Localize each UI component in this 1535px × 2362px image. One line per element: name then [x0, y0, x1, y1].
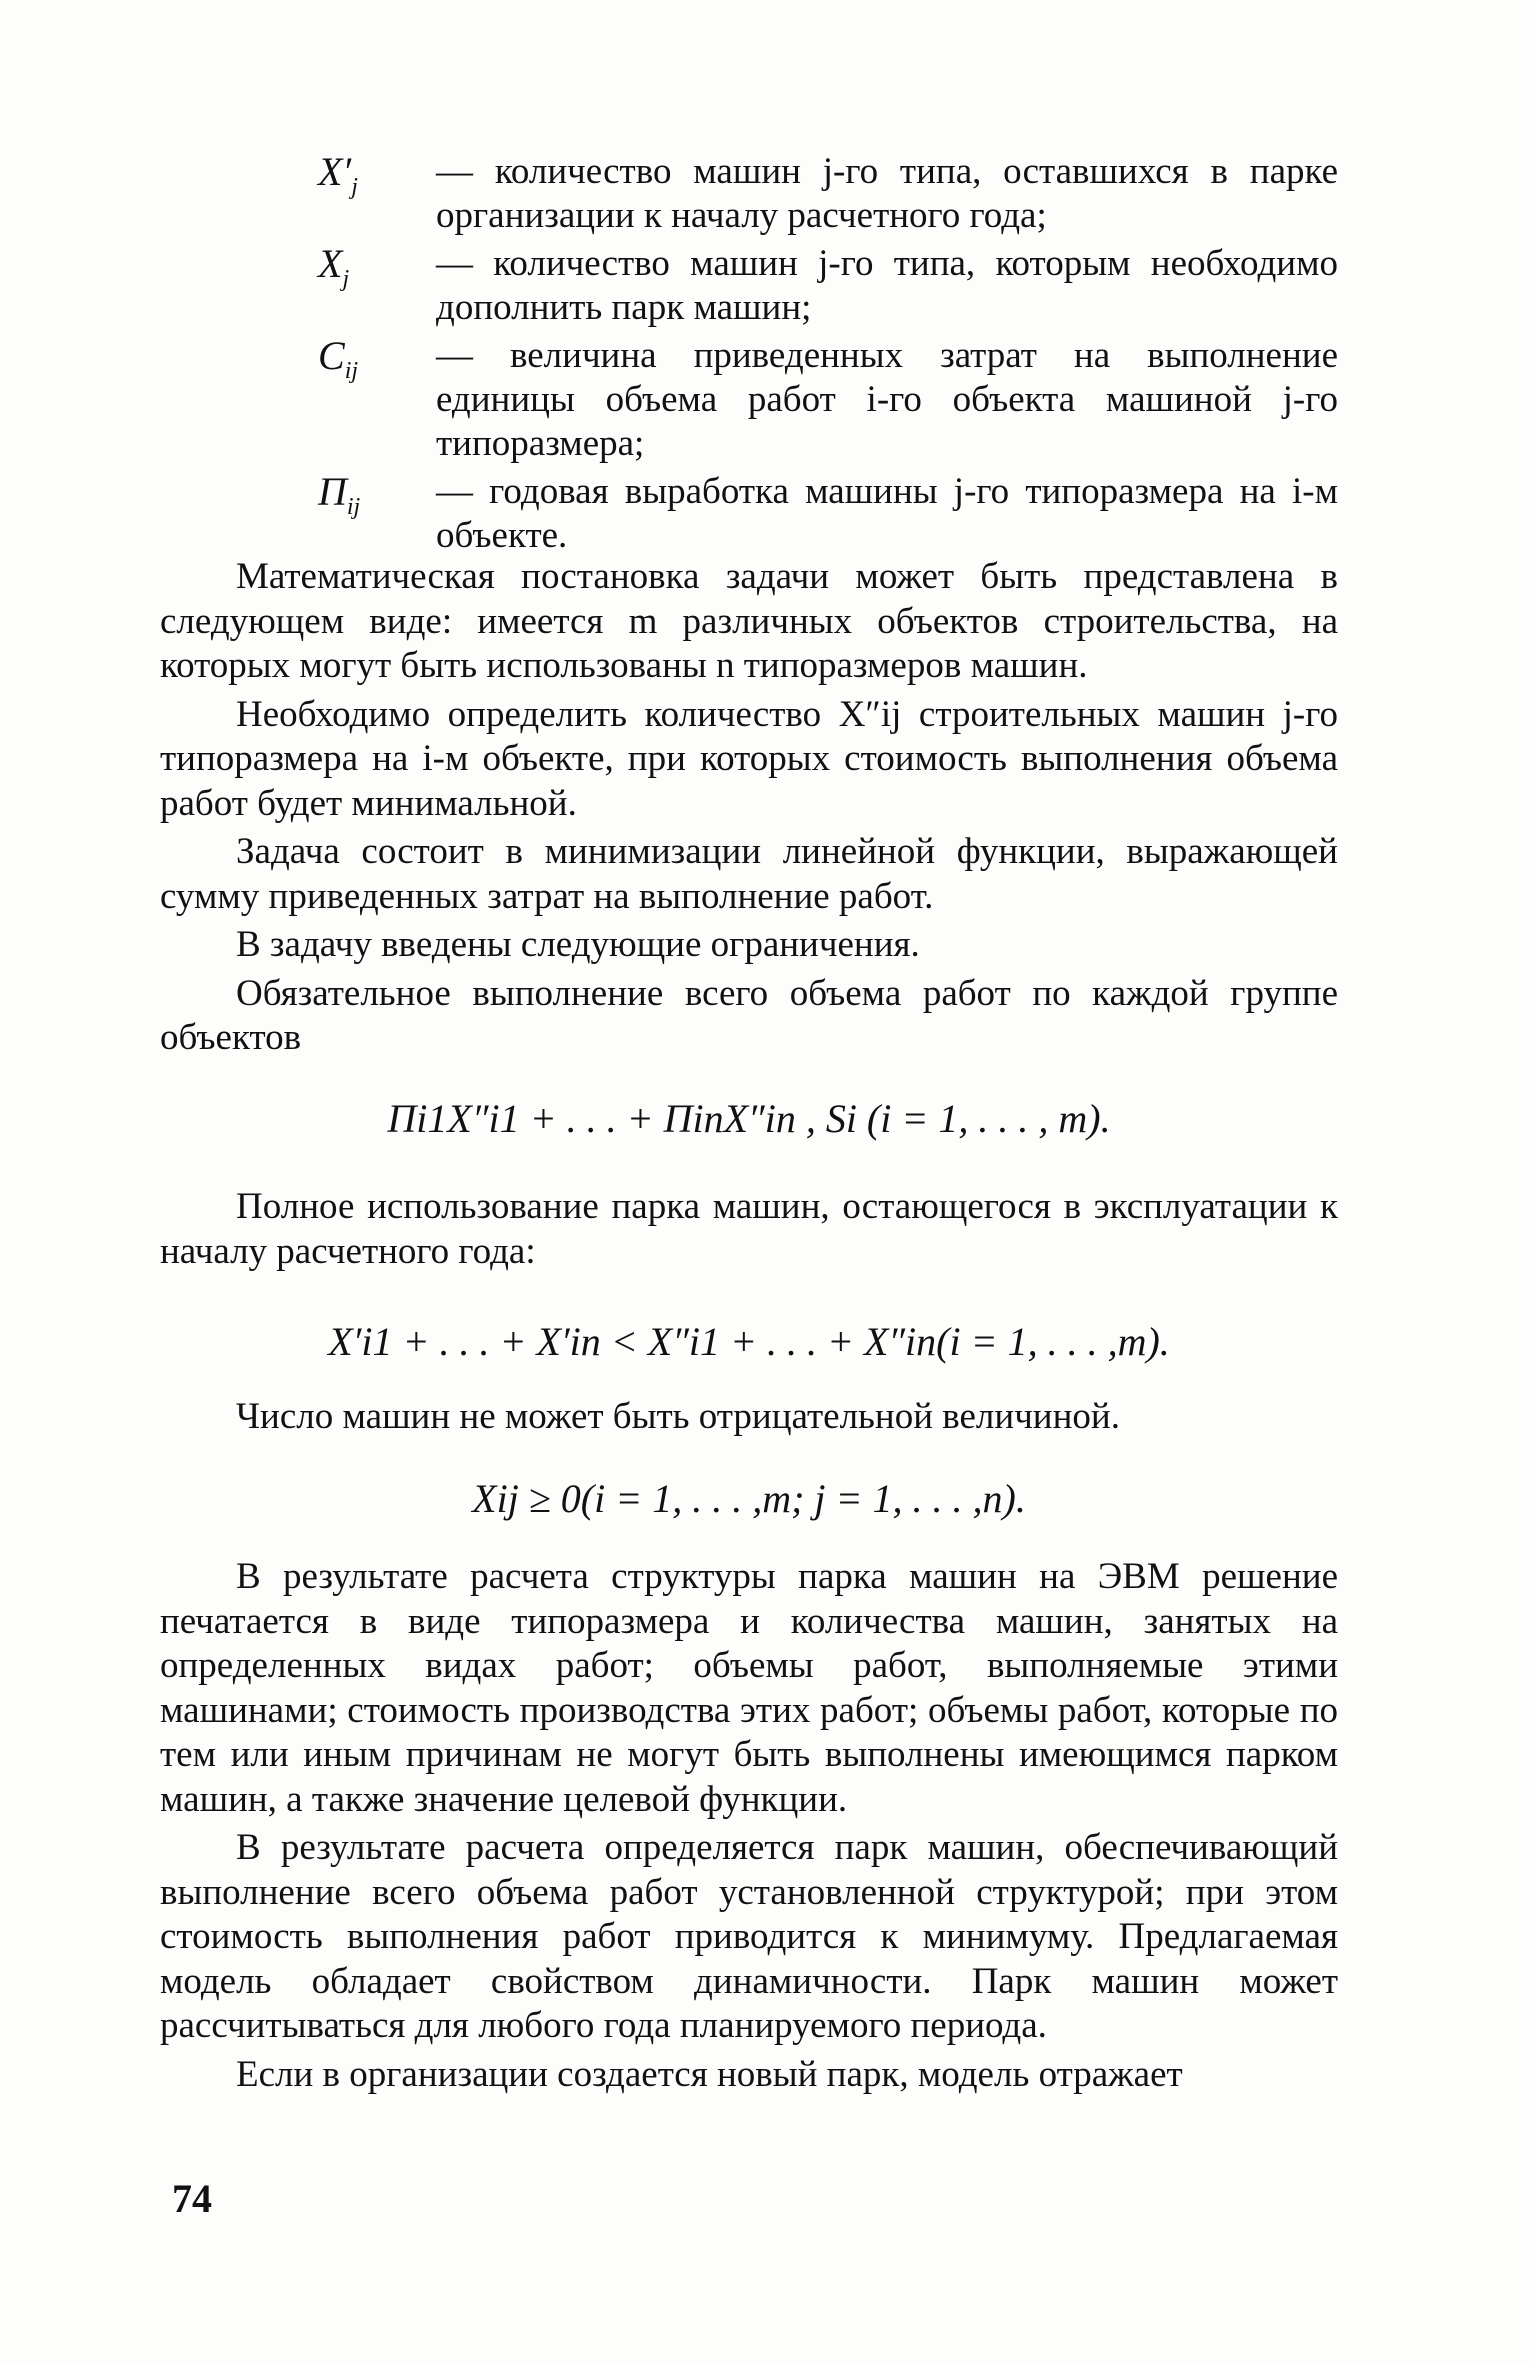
definition-text: — величина приведенных затрат на выполнение единицы объема работ i-го объекта машиной j-го типоразмера;	[436, 335, 1338, 464]
formula-work-volume: Пi1X″i1 + . . . + ПinX″in , Si (i = 1, . . . , m).	[387, 1096, 1111, 1141]
definition-subscript: ij	[346, 494, 361, 520]
definition-subscript: j	[351, 174, 358, 200]
paragraph: Обязательное выполнение всего объема работ по каждой группе объектов	[160, 972, 1338, 1058]
definition-text: — количество машин j-го типа, оставшихся в парке организации к началу расчетного года;	[436, 151, 1338, 236]
formula-fleet-usage: X′i1 + . . . + X′in < X″i1 + . . . + X″in(i = 1, . . . ,m).	[328, 1319, 1170, 1364]
paragraph: Если в организации создается новый парк, модель отражает	[236, 2053, 1183, 2095]
formula-nonnegativity: Xij ≥ 0(i = 1, . . . ,m; j = 1, . . . ,n).	[472, 1476, 1026, 1521]
definition-symbol: X′	[318, 149, 352, 194]
paragraph: Математическая постановка задачи может быть представлена в следующем виде: имеется m различных объектов строительства, на которых могут быть использованы n типоразмеров машин.	[160, 556, 1338, 686]
definitions-list	[318, 150, 1338, 562]
text-block-1	[160, 555, 1338, 1065]
definition-item	[318, 150, 1338, 238]
definition-symbol: C	[318, 333, 345, 378]
paragraph: Полное использование парка машин, остающегося в эксплуатации к началу расчетного года:	[160, 1186, 1338, 1272]
definition-symbol: X	[318, 241, 343, 286]
paragraph: Число машин не может быть отрицательной величиной.	[236, 1396, 1120, 1437]
definition-item	[318, 334, 1338, 466]
text-block-3	[160, 1395, 1338, 1444]
text-block-4	[160, 1555, 1338, 2101]
paragraph: В результате расчета определяется парк машин, обеспечивающий выполнение всего объема работ установленной структурой; при этом стоимость выполнения работ приводится к минимуму. Предлагаемая модель обладает свойством динамичности. Парк машин может рассчитываться для любого года планируемого периода.	[160, 1827, 1338, 2046]
text-block-2	[160, 1185, 1338, 1278]
paragraph: Задача состоит в минимизации линейной функции, выражающей сумму приведенных затрат на выполнение работ.	[160, 831, 1338, 917]
paragraph: В результате расчета структуры парка машин на ЭВМ решение печатается в виде типоразмера и количества машин, занятых на определенных видах работ; объемы работ, выполняемые этими машинами; стоимость производства этих работ; объемы работ, которые по тем или иным причинам не могут быть выполнены имеющимся парком машин, а также значение целевой функции.	[160, 1556, 1338, 1820]
definition-text: — годовая выработка машины j-го типоразмера на i-м объекте.	[436, 471, 1338, 556]
definition-subscript: j	[342, 266, 350, 292]
paragraph: Необходимо определить количество X″ij строительных машин j-го типоразмера на i-м объекте, при которых стоимость выполнения объема работ будет минимальной.	[160, 693, 1338, 824]
definition-subscript: ij	[344, 358, 359, 384]
definition-symbol: П	[318, 469, 347, 514]
definition-item	[318, 242, 1338, 330]
paragraph: В задачу введены следующие ограничения.	[236, 924, 920, 965]
definition-text: — количество машин j-го типа, которым необходимо дополнить парк машин;	[436, 243, 1338, 328]
page-number: 74	[172, 2176, 212, 2221]
definition-item	[318, 470, 1338, 558]
